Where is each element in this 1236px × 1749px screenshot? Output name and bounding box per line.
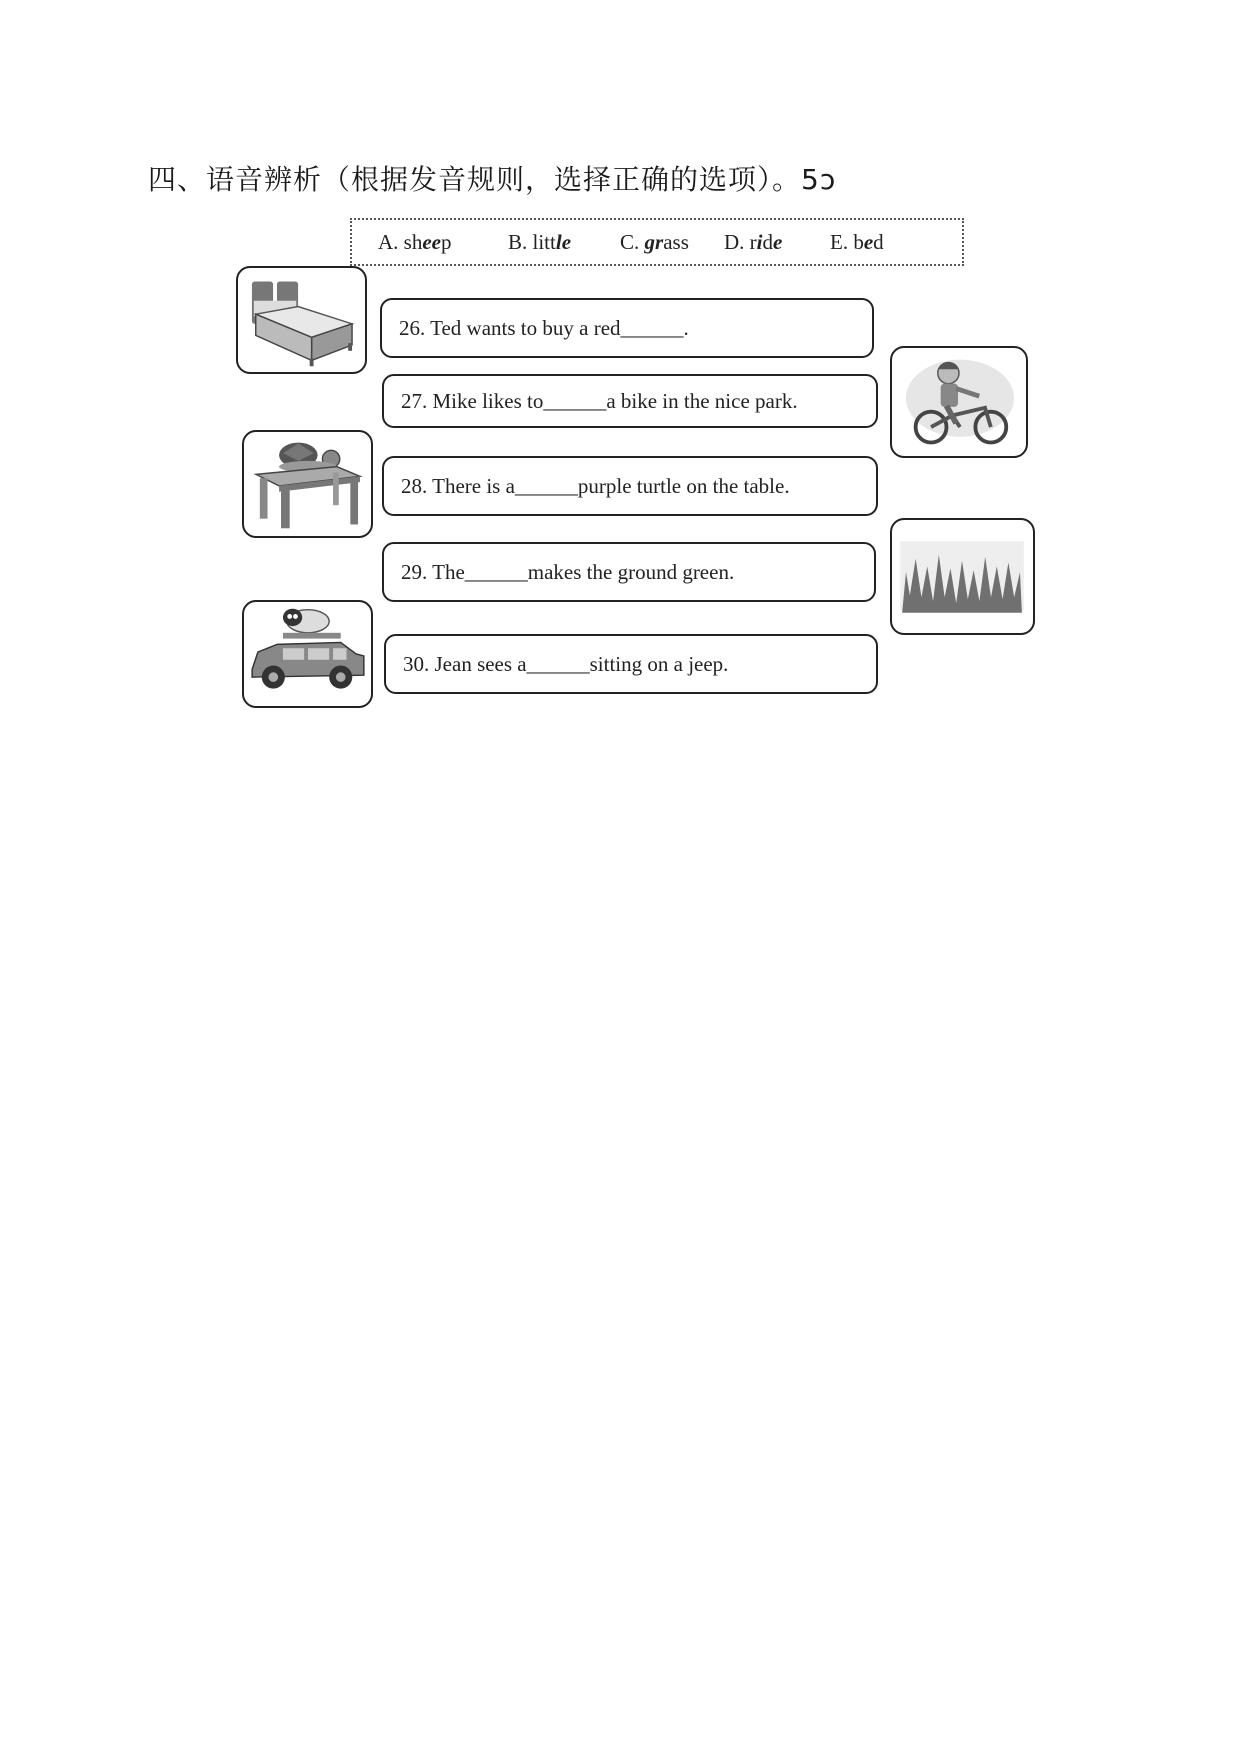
question-text: 28. There is a______purple turtle on the table. [401, 473, 790, 498]
option-word-part: ass [663, 230, 689, 254]
option-word-part: litt [532, 230, 556, 254]
bed-icon [236, 266, 367, 374]
boy-riding-bike-icon [890, 346, 1028, 458]
option-highlight: le [555, 230, 572, 254]
turtle-on-table-icon [242, 430, 373, 538]
grass-icon [890, 518, 1035, 635]
option-letter: B. [508, 230, 528, 254]
option-letter: E. [830, 230, 849, 254]
option-highlight: e [773, 230, 783, 254]
section-title: 四、语音辨析（根据发音规则，选择正确的选项）。5ɔ [148, 163, 837, 196]
sheep-on-jeep-icon [242, 600, 373, 708]
option-e [830, 230, 884, 255]
option-a [378, 230, 452, 255]
option-word-part: b [853, 230, 864, 254]
option-letter: C. [620, 230, 640, 254]
question-text: 30. Jean sees a______sitting on a jeep. [403, 651, 729, 676]
option-c [620, 230, 689, 255]
option-b [508, 230, 571, 255]
option-letter: D. [724, 230, 745, 254]
option-word-part: r [749, 230, 757, 254]
question-30 [384, 634, 878, 694]
question-27 [382, 374, 878, 428]
question-28 [382, 456, 878, 516]
option-letter: A. [378, 230, 399, 254]
option-word-part: d [873, 230, 884, 254]
question-26 [380, 298, 874, 358]
option-highlight: e [863, 230, 874, 254]
option-d [724, 230, 782, 255]
option-highlight: ee [422, 230, 442, 254]
options-box [350, 218, 964, 266]
question-text: 27. Mike likes to______a bike in the nice park. [401, 388, 798, 413]
option-highlight: gr [644, 230, 664, 254]
option-highlight: i [756, 230, 763, 254]
question-text: 29. The______makes the ground green. [401, 559, 735, 584]
question-29 [382, 542, 876, 602]
option-word-part: d [762, 230, 774, 254]
option-word-part: sh [403, 230, 423, 254]
question-text: 26. Ted wants to buy a red______. [399, 315, 689, 340]
option-word-part: p [441, 230, 452, 254]
